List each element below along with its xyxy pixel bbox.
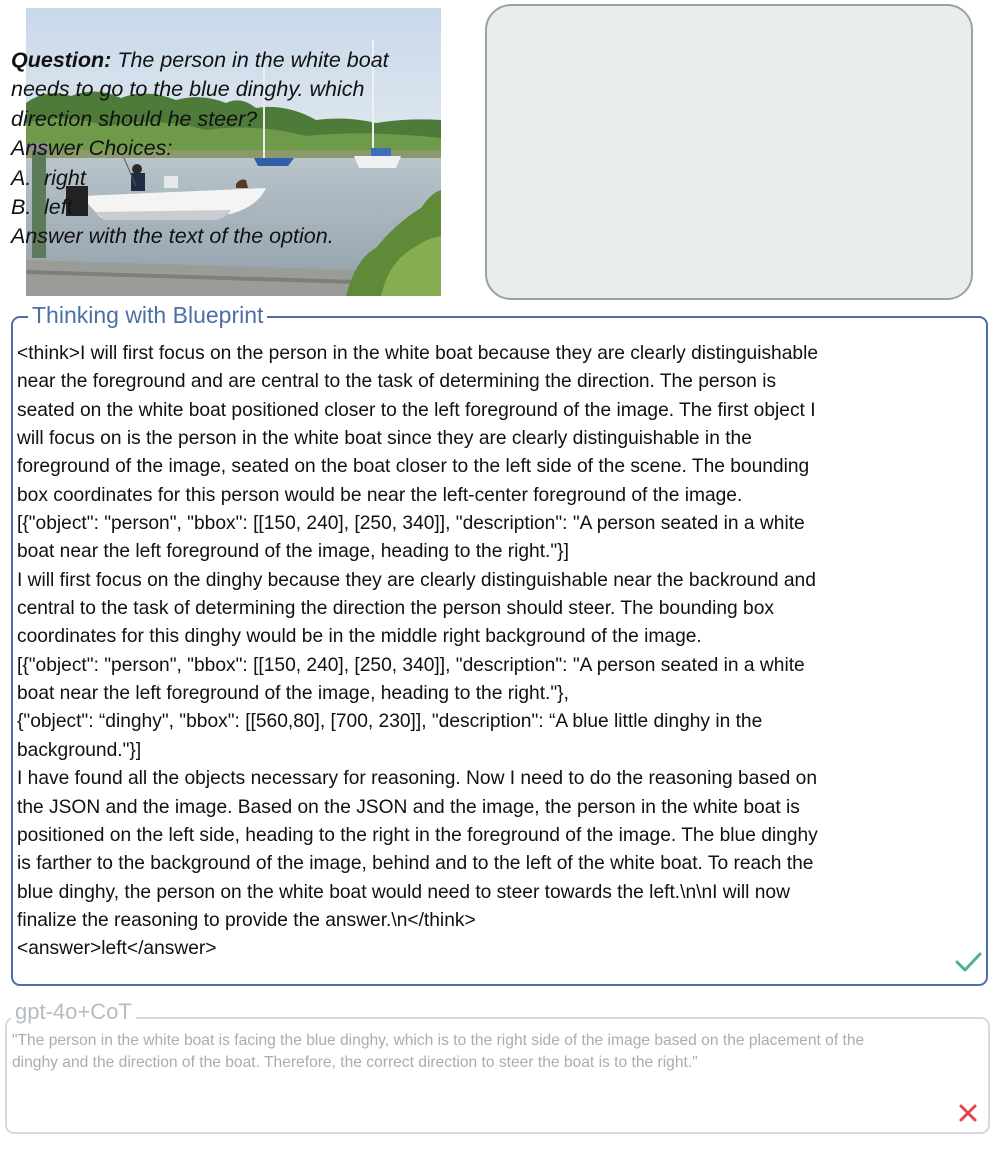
blueprint-line: boat near the left foreground of the image, heading to the right."}] (17, 541, 569, 563)
blueprint-line: background."}] (17, 739, 142, 761)
blueprint-line: I will first focus on the dinghy because they are clearly distinguishable near the backround and (17, 569, 816, 591)
check-icon (955, 951, 982, 973)
blueprint-line: seated on the white boat positioned closer to the left foreground of the image. The first object I (17, 399, 816, 421)
blueprint-line: will focus on is the person in the white boat since they are clearly distinguishable in the (17, 428, 752, 450)
gpt-line: dinghy and the direction of the boat. Therefore, the correct direction to steer the boat is to the right." (12, 1054, 698, 1071)
answer-option-a (11, 164, 481, 193)
blueprint-line: <think>I will first focus on the person in the white boat because they are clearly distinguishable (17, 343, 819, 364)
blueprint-line: the JSON and the image. Based on the JSON and the image, the person in the white boat is (17, 796, 800, 818)
blueprint-line: boat near the left foreground of the image, heading to the right."}, (17, 683, 569, 705)
blueprint-line: box coordinates for this person would be near the left-center foreground of the image. (17, 484, 743, 506)
check-icon-path (957, 954, 980, 970)
blueprint-response (17, 340, 985, 964)
blueprint-line: [{"object": "person", "bbox": [[150, 240], [250, 340]], "description": "A person seated in a white (17, 654, 805, 676)
question-card (485, 4, 973, 300)
blueprint-line: I have found all the objects necessary for reasoning. Now I need to do the reasoning based on (17, 768, 818, 790)
gpt-response (12, 1030, 982, 1074)
blueprint-line: coordinates for this dinghy would be in the middle right background of the image. (17, 626, 702, 648)
blueprint-answer-line: <answer>left</answer> (17, 938, 217, 960)
blueprint-title: Thinking with Blueprint (28, 300, 267, 330)
question-line-1-text: The person in the white boat (111, 48, 389, 72)
blueprint-line: finalize the reasoning to provide the answer.\n</think> (17, 909, 476, 931)
question-label: Question: (11, 48, 112, 72)
answer-choices-heading: Answer Choices: (11, 136, 173, 161)
blueprint-line: [{"object": "person", "bbox": [[150, 240], [250, 340]], "description": "A person seated in a white (17, 513, 805, 535)
gpt-title: gpt-4o+CoT (11, 998, 136, 1026)
blueprint-line: central to the task of determining the direction the person should steer. The bounding box (17, 598, 774, 620)
blueprint-line: near the foreground and are central to the task of determining the direction. The person is (17, 371, 777, 393)
blueprint-line: is farther to the background of the image, behind and to the left of the white boat. To reach the (17, 853, 814, 875)
cross-icon-path (961, 1106, 975, 1120)
blueprint-line: positioned on the left side, heading to the right in the foreground of the image. The blue dinghy (17, 824, 818, 846)
question-text (11, 46, 481, 252)
option-a-letter: A. (11, 165, 32, 190)
blueprint-line: foreground of the image, seated on the boat closer to the left side of the scene. The bounding (17, 456, 810, 478)
blueprint-line: blue dinghy, the person on the white boat would need to steer towards the left.\n\nI will now (17, 881, 790, 903)
question-line-2: needs to go to the blue dinghy. which (11, 77, 365, 102)
question-line-3: direction should he steer? (11, 106, 258, 131)
gpt-line: "The person in the white boat is facing the blue dinghy, which is to the right side of the image based on the placement of the (12, 1032, 865, 1049)
option-b-text: left (44, 195, 73, 220)
question-line-1 (11, 46, 481, 75)
answer-instruction: Answer with the text of the option. (11, 224, 334, 249)
blueprint-line: {"object": “dinghy", "bbox": [[560,80], [700, 230]], "description": “A blue little dinghy in the (17, 711, 763, 733)
cross-icon (958, 1103, 978, 1123)
option-b-letter: B. (11, 195, 32, 220)
answer-option-b (11, 193, 481, 222)
option-a-text: right (44, 165, 86, 190)
